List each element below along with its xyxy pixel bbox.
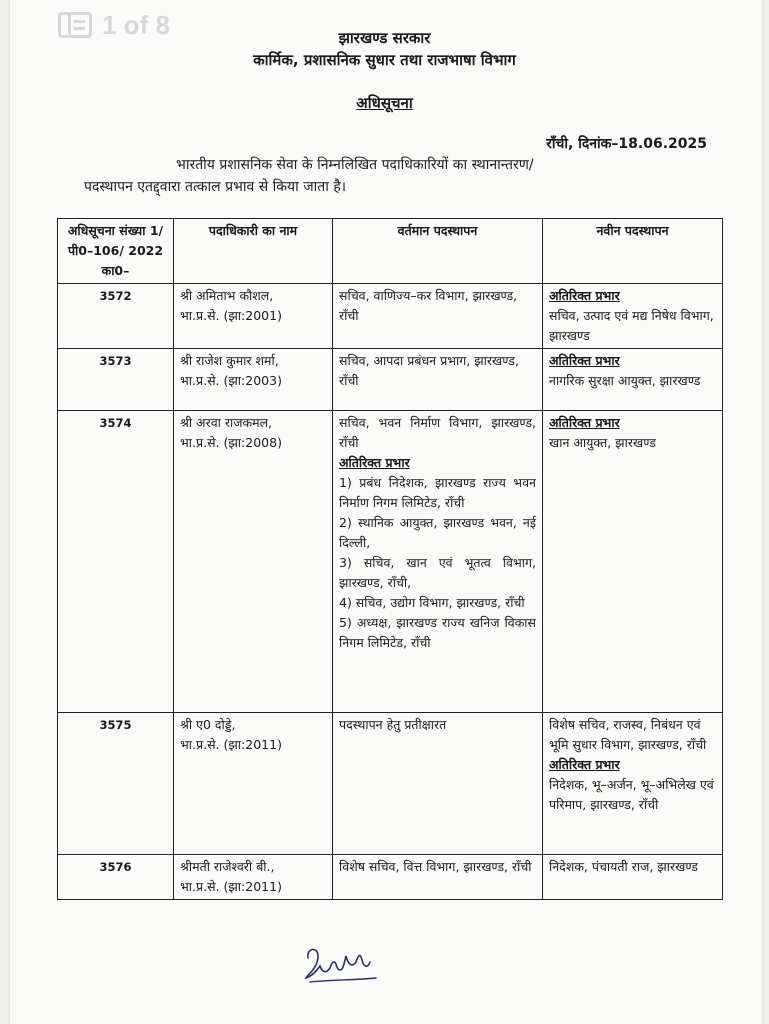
signature — [300, 938, 380, 988]
officer-service: भा.प्र.से. (झा:2011) — [180, 879, 282, 894]
officer-name: श्री राजेश कुमार शर्मा, — [180, 353, 279, 368]
officer-service: भा.प्र.से. (झा:2011) — [180, 737, 282, 752]
new-posting: निदेशक, पंचायती राज, झारखण्ड — [543, 855, 723, 900]
table-row — [58, 284, 723, 349]
additional-charge-heading: अतिरिक्त प्रभार — [549, 288, 620, 303]
officer-name: श्रीमती राजेश्वरी बी., — [180, 859, 275, 874]
officer-cell — [174, 284, 333, 349]
current-posting: सचिव, वाणिज्य–कर विभाग, झारखण्ड, राँची — [333, 284, 543, 349]
current-posting: विशेष सचिव, वित्त विभाग, झारखण्ड, राँची — [333, 855, 543, 900]
officer-cell — [174, 713, 333, 855]
header-current-posting: वर्तमान पदस्थापन — [333, 219, 543, 284]
additional-charge-heading: अतिरिक्त प्रभार — [549, 415, 620, 430]
current-posting — [333, 411, 543, 713]
new-posting — [543, 713, 723, 855]
additional-charge-heading: अतिरिक्त प्रभार — [549, 353, 620, 368]
notification-number: 3576 — [58, 855, 174, 900]
charge-item: 1) प्रबंध निदेशक, झारखण्ड राज्य भवन निर्माण निगम लिमिटेड, राँची — [339, 475, 536, 510]
new-posting — [543, 284, 723, 349]
charge-item: 3) सचिव, खान एवं भूतत्व विभाग, झारखण्ड, राँची, — [339, 555, 536, 590]
page-indicator-label: 1 of 8 — [102, 9, 170, 40]
current-posting: सचिव, आपदा प्रबंधन प्रभाग, झारखण्ड, राँची — [333, 349, 543, 411]
table-row — [58, 855, 723, 900]
charge-item: 4) सचिव, उद्योग विभाग, झारखण्ड, राँची — [339, 595, 525, 610]
officer-name: श्री अमिताभ कौशल, — [180, 288, 274, 303]
officer-cell — [174, 855, 333, 900]
new-posting-text: विशेष सचिव, राजस्व, निबंधन एवं भूमि सुधार विभाग, झारखण्ड, राँची — [549, 717, 707, 752]
notification-number: 3572 — [58, 284, 174, 349]
current-posting: पदस्थापन हेतु प्रतीक्षारत — [333, 713, 543, 855]
officer-name: श्री ए0 दोड्डे, — [180, 717, 236, 732]
notification-number: 3574 — [58, 411, 174, 713]
new-posting — [543, 349, 723, 411]
officer-service: भा.प्र.से. (झा:2008) — [180, 435, 282, 450]
document-title: अधिसूचना — [356, 94, 413, 112]
table-row — [58, 411, 723, 713]
additional-charge-heading: अतिरिक्त प्रभार — [339, 455, 410, 470]
officer-name: श्री अरवा राजकमल, — [180, 415, 273, 430]
header-notification-no: अधिसूचना संख्या 1/पी0–106/ 2022 का0– — [58, 219, 174, 284]
officer-service: भा.प्र.से. (झा:2003) — [180, 373, 282, 388]
officer-cell — [174, 411, 333, 713]
new-posting-text: खान आयुक्त, झारखण्ड — [549, 435, 656, 450]
notification-number: 3575 — [58, 713, 174, 855]
header-new-posting: नवीन पदस्थापन — [543, 219, 723, 284]
place-date: राँची, दिनांक–18.06.2025 — [546, 136, 707, 152]
new-posting — [543, 411, 723, 713]
new-posting-text: सचिव, उत्पाद एवं मद्य निषेध विभाग, झारखण्ड — [549, 308, 714, 343]
table-row — [58, 349, 723, 411]
header-officer-name: पदाधिकारी का नाम — [174, 219, 333, 284]
additional-charge-text: निदेशक, भू–अर्जन, भू–अभिलेख एवं परिमाप, झारखण्ड, राँची — [549, 777, 714, 812]
notification-number: 3573 — [58, 349, 174, 411]
new-posting-text: नागरिक सुरक्षा आयुक्त, झारखण्ड — [549, 373, 701, 388]
intro-paragraph: भारतीय प्रशासनिक सेवा के निम्नलिखित पदाधिकारियों का स्थानान्तरण/ पदस्थापन एतद्द्वारा तत्काल प्रभाव से किया जाता है। — [84, 157, 534, 195]
government-name: झारखण्ड सरकार — [338, 29, 431, 47]
department-name: कार्मिक, प्रशासनिक सुधार तथा राजभाषा विभाग — [253, 51, 516, 69]
current-posting-text: सचिव, भवन निर्माण विभाग, झारखण्ड, राँची — [339, 415, 536, 450]
charge-item: 5) अध्यक्ष, झारखण्ड राज्य खनिज विकास निगम लिमिटेड, राँची — [339, 615, 536, 650]
charge-item: 2) स्थानिक आयुक्त, झारखण्ड भवन, नई दिल्ली, — [339, 515, 536, 550]
table-row — [58, 713, 723, 855]
transfer-table — [57, 218, 723, 900]
officer-cell — [174, 349, 333, 411]
officer-service: भा.प्र.से. (झा:2001) — [180, 308, 282, 323]
additional-charge-heading: अतिरिक्त प्रभार — [549, 757, 620, 772]
table-header-row — [58, 219, 723, 284]
